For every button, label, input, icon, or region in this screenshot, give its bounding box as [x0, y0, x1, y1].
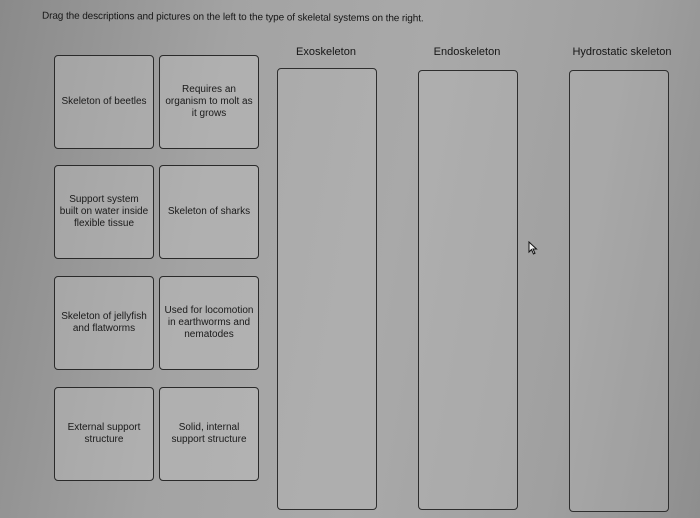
card-label: Support system built on water inside flexible tissue [59, 194, 149, 229]
drag-card-internal-support[interactable] [159, 387, 259, 481]
instruction-text: Drag the descriptions and pictures on the left to the type of skeletal systems on the right. [41, 10, 424, 25]
drop-zone-exoskeleton[interactable] [277, 68, 377, 510]
drag-card-jellyfish-flatworms[interactable] [54, 276, 154, 370]
drop-zone-hydrostatic-skeleton[interactable] [569, 70, 669, 512]
card-label: Skeleton of beetles [61, 96, 147, 107]
drag-card-locomotion-earthworms[interactable] [159, 276, 259, 370]
card-label: Requires an organism to molt as it grows [165, 84, 253, 119]
drag-card-skeleton-of-beetles[interactable] [54, 55, 154, 149]
drag-card-support-water[interactable] [54, 165, 154, 259]
card-label: Used for locomotion in earthworms and nematodes [164, 305, 254, 340]
target-header-hydrostatic-skeleton: Hydrostatic skeleton [572, 46, 672, 58]
drag-card-requires-molt[interactable] [159, 55, 259, 149]
drag-card-skeleton-of-sharks[interactable] [159, 165, 259, 259]
target-header-endoskeleton: Endoskeleton [433, 46, 501, 58]
card-label: External support structure [67, 422, 141, 445]
drag-card-external-support[interactable] [54, 387, 154, 481]
card-label: Solid, internal support structure [171, 422, 247, 445]
card-label: Skeleton of sharks [167, 206, 251, 217]
target-header-exoskeleton: Exoskeleton [296, 46, 356, 58]
card-label: Skeleton of jellyfish and flatworms [61, 311, 147, 334]
mouse-pointer-icon [528, 241, 538, 255]
drop-zone-endoskeleton[interactable] [418, 70, 518, 510]
